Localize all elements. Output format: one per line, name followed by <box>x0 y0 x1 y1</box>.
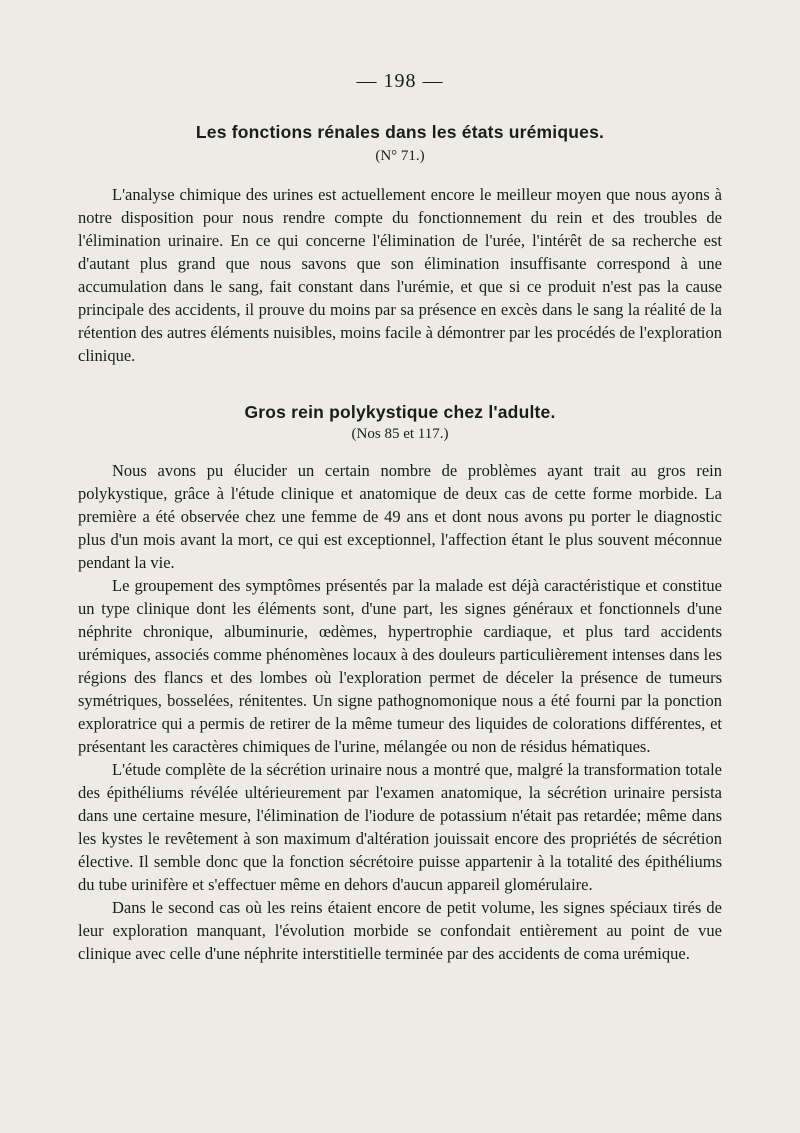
paragraph: Nous avons pu élucider un certain nombre de problèmes ayant trait au gros rein polykystique, grâce à l'étude clinique et anatomique de deux cas de cette forme morbide. La première a été observée chez une femme de 49 ans et dont nous avons pu porter le diagnostic plus d'un mois avant la mort, ce qui est exceptionnel, l'affection étant le plus souvent méconnue pendant la vie. <box>78 461 722 572</box>
paragraph: Le groupement des symptômes présentés par la malade est déjà caractéristique et constitue un type clinique dont les éléments sont, d'une part, les signes généraux et fonctionnels d'une néphrite chronique, albuminurie, œdèmes, hypertrophie cardiaque, et plus tard accidents urémiques, associés comme phénomènes locaux à des douleurs particulièrement intenses dans les régions des flancs et des lombes où l'exploration permet de déceler la présence de tumeurs symétriques, bosselées, rénitentes. Un signe pathognomonique nous a été fourni par la ponction exploratrice qui a permis de retirer de la même tumeur des liquides de colorations différentes, et présentant les caractères chimiques de l'urine, mélangée ou non de résidus hématiques. <box>78 576 722 756</box>
paragraph: Dans le second cas où les reins étaient encore de petit volume, les signes spéciaux tirés de leur exploration manquant, l'évolution morbide se confondait entièrement au point de vue clinique avec celle d'une néphrite interstitielle terminée par des accidents de coma urémique. <box>78 898 722 963</box>
paragraph: L'analyse chimique des urines est actuellement encore le meilleur moyen que nous ayons à notre disposition pour nous rendre compte du fonctionnement du rein et des troubles de l'élimination urinaire. En ce qui concerne l'élimination de l'urée, l'intérêt de sa recherche est d'autant plus grand que nous savons que son élimination insuffisante correspond à une accumulation dans le sang, fait constant dans l'urémie, et que si ce produit n'est pas la cause principale des accidents, il prouve du moins par sa présence en excès dans le sang la réalité de la rétention des autres éléments nuisibles, moins facile à démontrer par les procédés de l'exploration clinique. <box>78 185 722 365</box>
paragraph: L'étude complète de la sécrétion urinaire nous a montré que, malgré la transformation totale des épithéliums révélée ultérieurement par l'examen anatomique, la sécrétion urinaire persista dans une certaine mesure, l'élimination de l'iodure de potassium n'était pas retardée; même dans les kystes le revêtement à son maximum d'altération jouissait encore des propriétés de sécrétion élective. Il semble donc que la fonction sécrétoire puisse appartenir à la totalité des épithéliums du tube urinifère et s'effectuer même en dehors d'aucun appareil glomérulaire. <box>78 760 722 894</box>
section-heading-renal-functions: Les fonctions rénales dans les états urémiques. <box>195 122 605 142</box>
section-reference: (N° 71.) <box>375 148 425 164</box>
section-heading-polycystic-kidney: Gros rein polykystique chez l'adulte. <box>244 402 556 422</box>
section-body <box>78 183 722 367</box>
section-reference: (Nos 85 et 117.) <box>351 426 449 442</box>
page-number: — 198 — <box>356 70 444 92</box>
section-body <box>78 459 722 965</box>
